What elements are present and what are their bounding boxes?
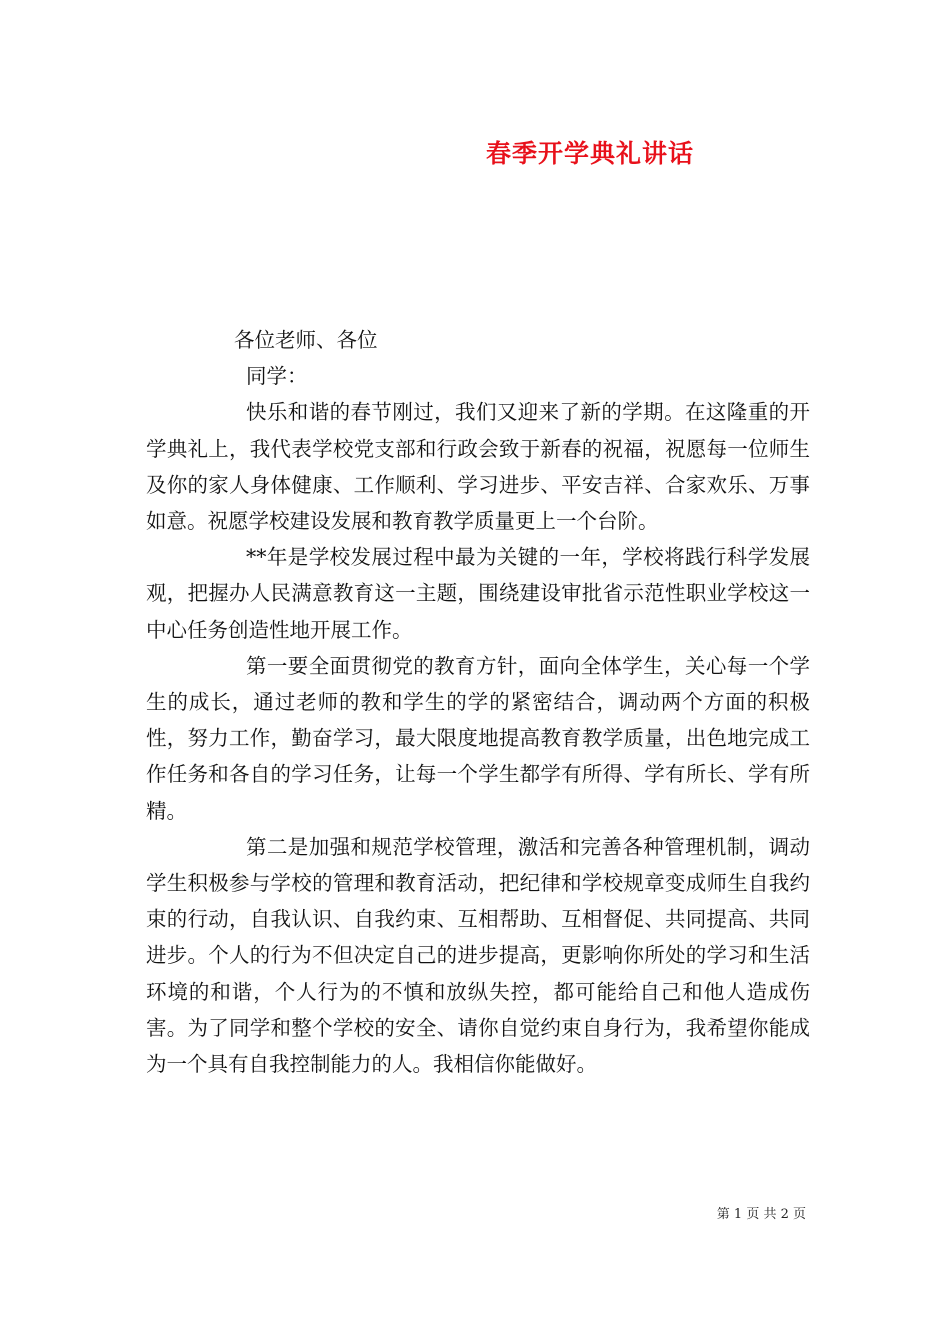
page-number-footer: 第 1 页 共 2 页 bbox=[716, 1207, 806, 1222]
paragraph-4: 第二是加强和规范学校管理，激活和完善各种管理机制，调动学生积极参与学校的管理和教育活动，把纪律和学校规章变成师生自我约束的行动，自我认识、自我约束、互相帮助、互相督促、共同提高、共同进步。个人的行为不但决定自己的进步提高，更影响你所处的学习和生活环境的和谐，个人行为的不慎和放纵失控，都可能给自己和他人造成伤害。为了同学和整个学校的安全、请你自觉约束自身行为，我希望你能成为一个具有自我控制能力的人。我相信你能做好。 bbox=[146, 834, 810, 1077]
paragraph-1: 快乐和谐的春节刚过，我们又迎来了新的学期。在这隆重的开学典礼上，我代表学校党支部和行政会致于新春的祝福，祝愿每一位师生及你的家人身体健康、工作顺利、学习进步、平安吉祥、合家欢乐、万事如意。祝愿学校建设发展和教育教学质量更上一个台阶。 bbox=[146, 400, 810, 534]
paragraph-3: 第一要全面贯彻党的教育方针，面向全体学生，关心每一个学生的成长，通过老师的教和学生的学的紧密结合，调动两个方面的积极性，努力工作，勤奋学习，最大限度地提高教育教学质量，出色地完成工作任务和各自的学习任务，让每一个学生都学有所得、学有所长、学有所精。 bbox=[146, 653, 810, 823]
salutation-line-1: 各位老师、各位 bbox=[234, 328, 378, 352]
salutation-line-2: 同学： bbox=[246, 364, 308, 389]
paragraph-2: **年是学校发展过程中最为关键的一年，学校将践行科学发展观，把握办人民满意教育这一主题，围绕建设审批省示范性职业学校这一中心任务创造性地开展工作。 bbox=[146, 545, 810, 642]
document-title: 春季开学典礼讲话 bbox=[485, 139, 694, 168]
document-body bbox=[146, 322, 810, 1082]
